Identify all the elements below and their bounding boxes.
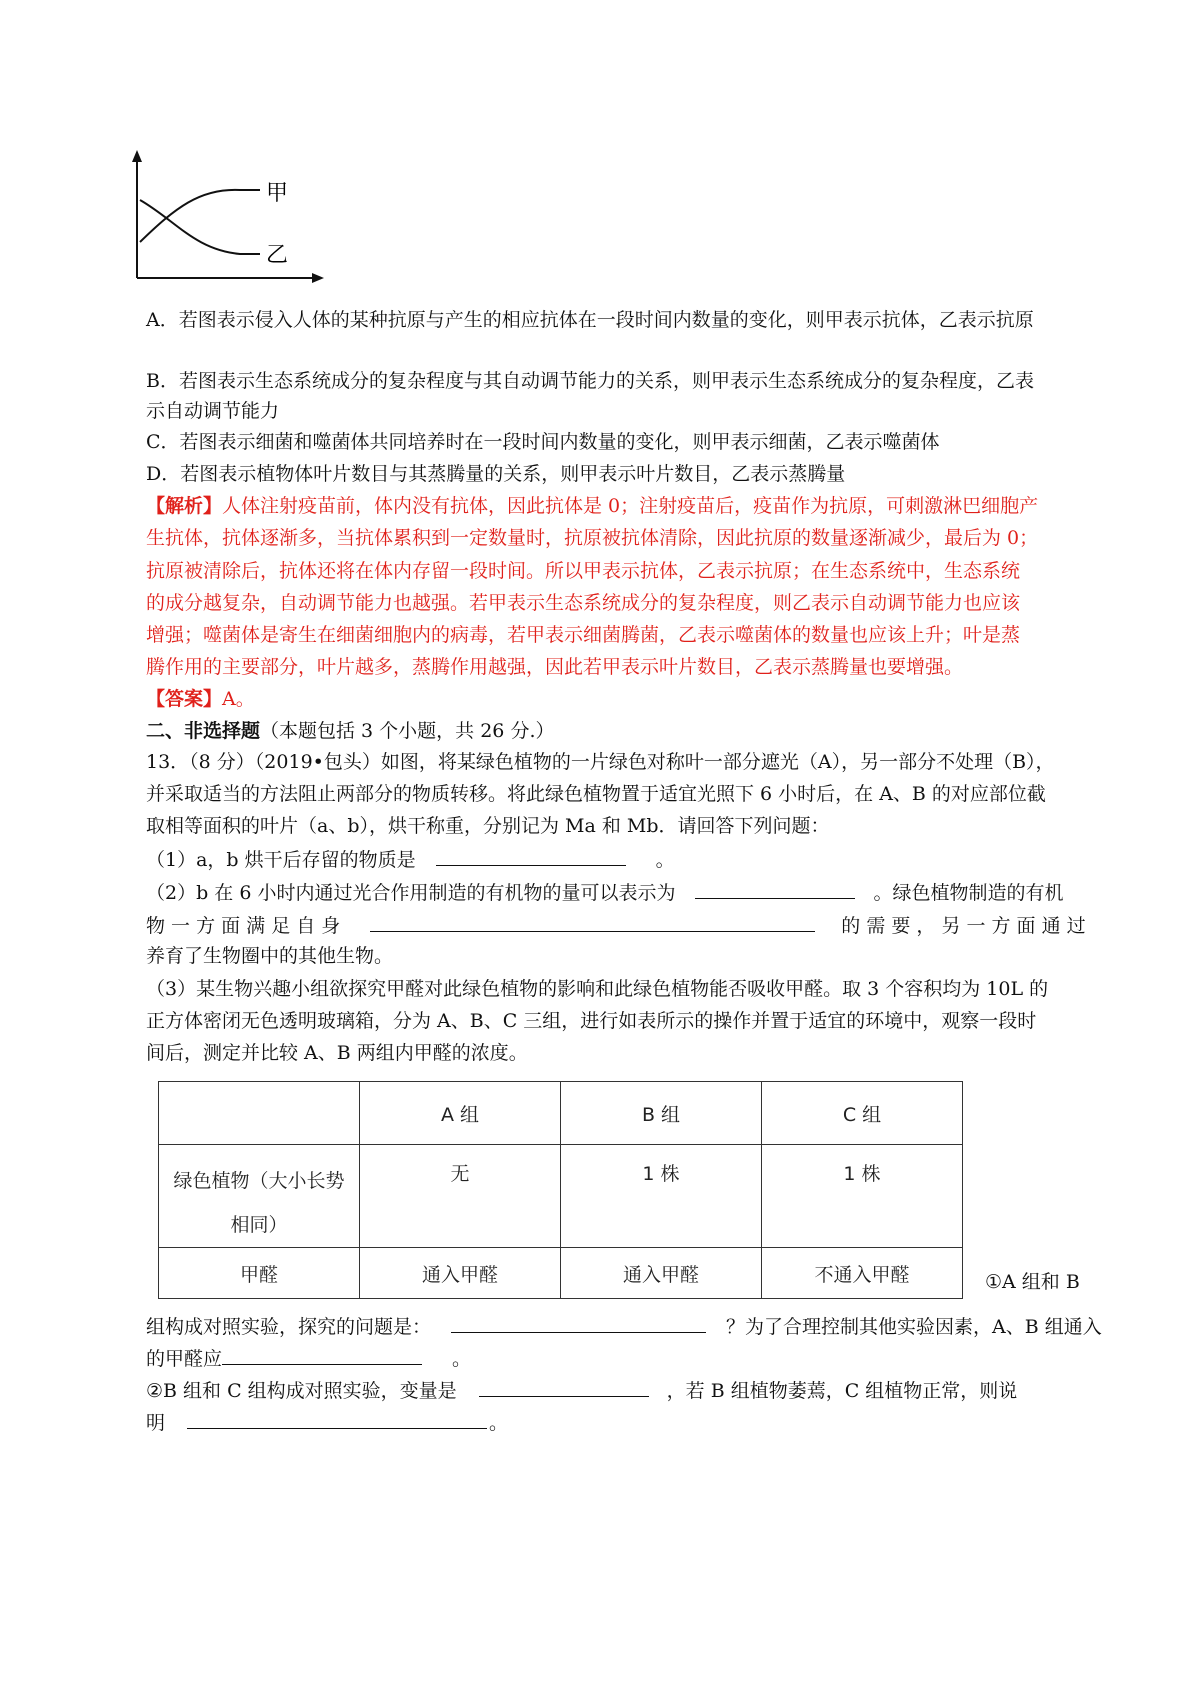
experiment-table: [158, 1081, 963, 1299]
table-row-label-formaldehyde: 甲醛: [159, 1248, 360, 1299]
curve-jia: [140, 190, 260, 242]
answer-line: [146, 684, 255, 714]
analysis-tag: 【解析】: [146, 495, 223, 517]
table-header-c: C 组: [762, 1082, 963, 1145]
q13-part1-end: 。: [655, 849, 675, 871]
curve-jia-label: 甲: [266, 181, 289, 206]
answer-blank-4[interactable]: [451, 1310, 706, 1333]
x-axis-arrow: [312, 273, 324, 283]
analysis-line-3: 抗原被清除后，抗体还将在体内存留一段时间。所以甲表示抗体，乙表示抗原；在生态系统中，生态系统: [146, 560, 1021, 582]
q13-part3-line3: 间后，测定并比较 A、B 两组内甲醛的浓度。: [146, 1042, 528, 1064]
q13-sub1-post: ？为了合理控制其他实验因素，A、B 组通入: [726, 1316, 1102, 1338]
table-row: [159, 1248, 963, 1299]
plant-label-line2: 相同）: [230, 1214, 288, 1236]
q13-part3-line1: （3）某生物兴趣小组欲探究甲醛对此绿色植物的影响和此绿色植物能否吸收甲醛。取 3 个容积均为 10L 的: [146, 978, 1049, 1000]
table-cell-plant-a: 无: [360, 1145, 561, 1248]
q13-sub2-line2: [146, 1406, 508, 1438]
curve-yi: [140, 200, 260, 254]
q13-sub1-line2-end: 。: [452, 1348, 472, 1370]
table-cell-form-b: 通入甲醛: [561, 1248, 762, 1299]
analysis-text: 人体注射疫苗前，体内没有抗体，因此抗体是 0；注射疫苗后，疫苗作为抗原，可刺激淋巴细胞产: [222, 495, 1039, 517]
option-d: D．若图表示植物体叶片数目与其蒸腾量的关系，则甲表示叶片数目，乙表示蒸腾量: [146, 463, 846, 485]
y-axis-arrow: [132, 150, 142, 162]
q13-line2: 并采取适当的方法阻止两部分的物质转移。将此绿色植物置于适宜光照下 6 小时后，在 A、B 的对应部位截: [146, 783, 1046, 805]
analysis-line-1: [146, 491, 1038, 521]
q13-sub1-line2: [146, 1342, 471, 1374]
q13-part3-line2: 正方体密闭无色透明玻璃箱，分为 A、B、C 三组，进行如表所示的操作并置于适宜的环境中，观察一段时: [146, 1010, 1037, 1032]
answer-value: A。: [222, 688, 255, 710]
table-cell-form-a: 通入甲醛: [360, 1248, 561, 1299]
q13-sub2-line1: [146, 1374, 1017, 1406]
answer-blank-6[interactable]: [479, 1374, 649, 1397]
q13-sub1-line1: [146, 1310, 1102, 1342]
q13-line1: 13．（8 分）（2019•包头）如图，将某绿色植物的一片绿色对称叶一部分遮光（A），另一部分不处理（B），: [146, 751, 1055, 773]
q13-after-table: ①A 组和 B: [985, 1271, 1080, 1293]
curve-yi-label: 乙: [266, 243, 289, 268]
table-header-a: A 组: [360, 1082, 561, 1145]
option-b-line1: B．若图表示生态系统成分的复杂程度与其自动调节能力的关系，则甲表示生态系统成分的复杂程度，乙表: [146, 370, 1034, 392]
option-c: C．若图表示细菌和噬菌体共同培养时在一段时间内数量的变化，则甲表示细菌，乙表示噬菌体: [146, 431, 940, 453]
q13-sub2-post: ，若 B 组植物萎蔫，C 组植物正常，则说: [666, 1380, 1018, 1402]
q13-part2-line2-post: 的 需 要 ， 另 一 方 面 通 过: [841, 915, 1086, 937]
curve-graph: [120, 150, 340, 290]
table-row-label-plant: [159, 1145, 360, 1248]
table-header-b: B 组: [561, 1082, 762, 1145]
q13-part2-line1: [146, 876, 1063, 908]
q13-sub1-prompt: 组构成对照实验，探究的问题是：: [146, 1316, 432, 1338]
option-b-line2: 示自动调节能力: [146, 400, 280, 422]
analysis-line-5: 增强；噬菌体是寄生在细菌细胞内的病毒，若甲表示细菌腾菌，乙表示噬菌体的数量也应该上升；叶是蒸: [146, 624, 1021, 646]
analysis-line-2: 生抗体，抗体逐渐多，当抗体累积到一定数量时，抗原被抗体清除，因此抗原的数量逐渐减少，最后为 0；: [146, 527, 1039, 549]
table-header-row: [159, 1082, 963, 1145]
q13-line3: 取相等面积的叶片（a、b），烘干称重，分别记为 Ma 和 Mb．请回答下列问题：: [146, 815, 830, 837]
q13-part2-line2-pre: 物 一 方 面 满 足 自 身: [146, 915, 341, 937]
q13-part2-mid: 。绿色植物制造的有机: [873, 882, 1064, 904]
answer-blank-2[interactable]: [695, 876, 855, 899]
q13-part1: [146, 843, 675, 875]
table-cell-form-c: 不通入甲醛: [762, 1248, 963, 1299]
answer-blank-7[interactable]: [187, 1406, 487, 1429]
section-heading: [146, 716, 554, 746]
q13-sub2-line2-pre: 明: [146, 1412, 166, 1434]
section-note: （本题包括 3 个小题，共 26 分.）: [260, 720, 555, 742]
q13-sub2-prompt: ②B 组和 C 组构成对照实验，变量是: [146, 1380, 457, 1402]
plant-label-line1: 绿色植物（大小长势: [173, 1170, 345, 1192]
section-title: 二、非选择题: [146, 720, 261, 742]
answer-blank-5[interactable]: [222, 1342, 422, 1365]
answer-tag: 【答案】: [146, 688, 223, 710]
q13-part2-prompt: （2）b 在 6 小时内通过光合作用制造的有机物的量可以表示为: [146, 882, 676, 904]
q13-part1-prompt: （1）a，b 烘干后存留的物质是: [146, 849, 416, 871]
analysis-line-6: 腾作用的主要部分，叶片越多，蒸腾作用越强，因此若甲表示叶片数目，乙表示蒸腾量也要增强。: [146, 656, 964, 678]
q13-sub1-line2-pre: 的甲醛应: [146, 1348, 223, 1370]
option-a: A．若图表示侵入人体的某种抗原与产生的相应抗体在一段时间内数量的变化，则甲表示抗体，乙表示抗原: [146, 309, 1034, 331]
answer-blank-3[interactable]: [370, 909, 815, 932]
q13-part2-line2: [146, 909, 1086, 941]
table-row: [159, 1145, 963, 1248]
q13-part2-line3: 养育了生物圈中的其他生物。: [146, 945, 394, 967]
answer-blank-1[interactable]: [436, 843, 626, 866]
analysis-line-4: 的成分越复杂，自动调节能力也越强。若甲表示生态系统成分的复杂程度，则乙表示自动调节能力也应该: [146, 592, 1021, 614]
table-cell-plant-c: 1 株: [762, 1145, 963, 1248]
table-cell-plant-b: 1 株: [561, 1145, 762, 1248]
q13-sub2-line2-end: 。: [489, 1412, 509, 1434]
table-header-empty: [159, 1082, 360, 1145]
